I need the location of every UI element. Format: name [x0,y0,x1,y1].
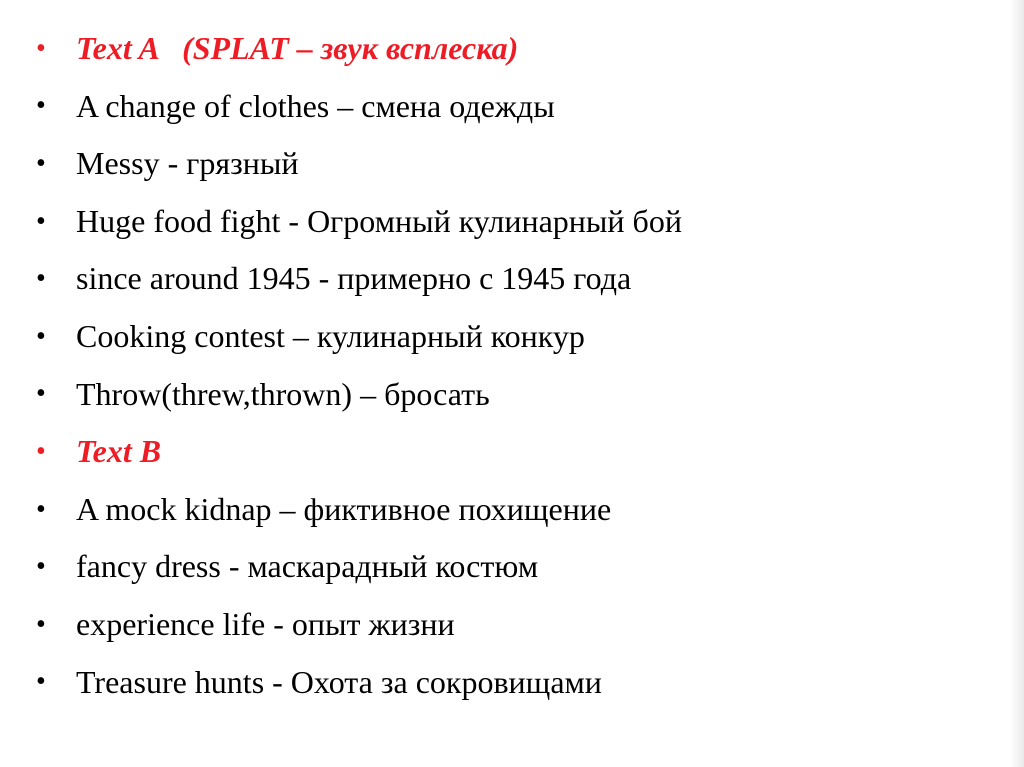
list-item [36,250,976,308]
list-item [36,135,976,193]
bullet-icon: • [36,205,46,237]
list-item-text: Huge food fight - Огромный кулинарный бой [76,202,682,239]
list-item [36,596,976,654]
bullet-icon: • [36,90,46,122]
list-item [36,654,976,712]
list-item-text: Cooking contest – кулинарный конкур [76,317,585,354]
list-item-text: fancy dress - маскарадный костюм [76,548,539,585]
list-item [36,308,976,366]
slide-edge-shadow [1010,0,1024,767]
list-item-text: Text A (SPLAT – звук всплеска) [76,30,519,66]
bullet-icon: • [36,435,46,467]
vocabulary-list [36,20,976,711]
list-item-text: A change of clothes – смена одежды [76,87,555,124]
list-item [36,193,976,251]
list-item-text: experience life - опыт жизни [76,605,455,642]
list-item-heading-text-a [36,20,976,78]
bullet-icon: • [36,666,46,698]
bullet-icon: • [36,147,46,179]
list-item-text: Text B [76,433,162,470]
bullet-icon: • [36,32,46,64]
list-item [36,481,976,539]
bullet-icon: • [36,263,46,295]
bullet-icon: • [36,320,46,352]
bullet-icon: • [36,378,46,410]
list-item [36,538,976,596]
list-item [36,78,976,136]
list-item-text: Treasure hunts - Охота за сокровищами [76,663,602,700]
list-item-heading-text-b [36,423,976,481]
list-item-text: A mock kidnap – фиктивное похищение [76,490,612,527]
list-item-text: since around 1945 - примерно с 1945 года [76,260,632,297]
list-item-text: Throw(threw,thrown) – бросать [76,375,490,412]
list-item-text: Messy - грязный [76,145,299,182]
bullet-icon: • [36,551,46,583]
bullet-icon: • [36,493,46,525]
list-item [36,366,976,424]
bullet-icon: • [36,608,46,640]
